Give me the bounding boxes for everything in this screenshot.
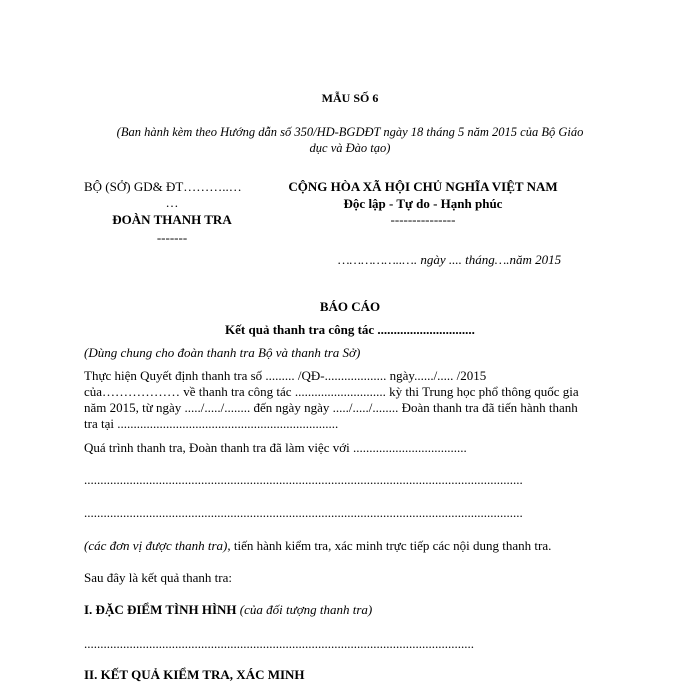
issuing-authority-continuation: … xyxy=(165,195,179,210)
paragraph-1-line-2: của……………… về thanh tra công tác ............................ kỳ thi Trung học phổ thông quốc gia xyxy=(84,384,579,399)
national-motto: Độc lập - Tự do - Hạnh phúc xyxy=(343,196,503,211)
paragraph-1-line-3: năm 2015, từ ngày ...../...../........ đến ngày ngày ...../...../........ Đoàn thanh tra đã tiến hành thanh xyxy=(84,400,578,415)
paragraph-4: Sau đây là kết quả thanh tra: xyxy=(84,570,233,585)
report-title: BÁO CÁO xyxy=(319,299,381,314)
paragraph-3-text: , tiến hành kiểm tra, xác minh trực tiếp các nội dung thanh tra. xyxy=(227,538,552,553)
section-1-heading xyxy=(84,602,372,618)
fill-in-dots-2: ....................................................................................................................................... xyxy=(84,505,523,520)
report-subtitle: Kết quả thanh tra công tác .............................. xyxy=(225,322,475,337)
right-separator: --------------- xyxy=(390,212,456,227)
fill-in-dots-1: ....................................................................................................................................... xyxy=(84,472,523,487)
paragraph-1-line-4: tra tại .................................................................... xyxy=(84,416,339,431)
country-name: CỘNG HÒA XÃ HỘI CHỦ NGHĨA VIỆT NAM xyxy=(288,179,558,194)
section-1-note: (của đối tượng thanh tra) xyxy=(236,602,373,617)
fill-in-dots-3: ........................................................................................................................ xyxy=(84,636,474,651)
paragraph-1-line-1: Thực hiện Quyết định thanh tra số ......... /QĐ-................... ngày....../..... /2015 xyxy=(84,368,487,383)
form-subtitle-line2: dục và Đào tạo) xyxy=(309,141,391,155)
inspection-team-label: ĐOÀN THANH TRA xyxy=(112,212,232,227)
section-1-title: I. ĐẶC ĐIỂM TÌNH HÌNH xyxy=(84,602,237,617)
date-line: ……………..…. ngày .... tháng….năm 2015 xyxy=(338,252,562,267)
paragraph-3 xyxy=(84,538,551,554)
issuing-authority-line: BỘ (SỞ) GD& ĐT………..… xyxy=(84,179,242,194)
form-number-title: MẪU SỐ 6 xyxy=(321,91,379,105)
left-separator: ------- xyxy=(156,230,188,245)
section-2-heading: II. KẾT QUẢ KIỂM TRA, XÁC MINH xyxy=(84,667,305,682)
paragraph-3-italic: (các đơn vị được thanh tra) xyxy=(84,538,228,553)
paragraph-2: Quá trình thanh tra, Đoàn thanh tra đã làm việc với ................................... xyxy=(84,440,467,455)
usage-note: (Dùng chung cho đoàn thanh tra Bộ và thanh tra Sở) xyxy=(84,345,361,360)
form-subtitle-line1: (Ban hành kèm theo Hướng dẫn số 350/HD-BGDĐT ngày 18 tháng 5 năm 2015 của Bộ Giáo xyxy=(116,125,584,139)
